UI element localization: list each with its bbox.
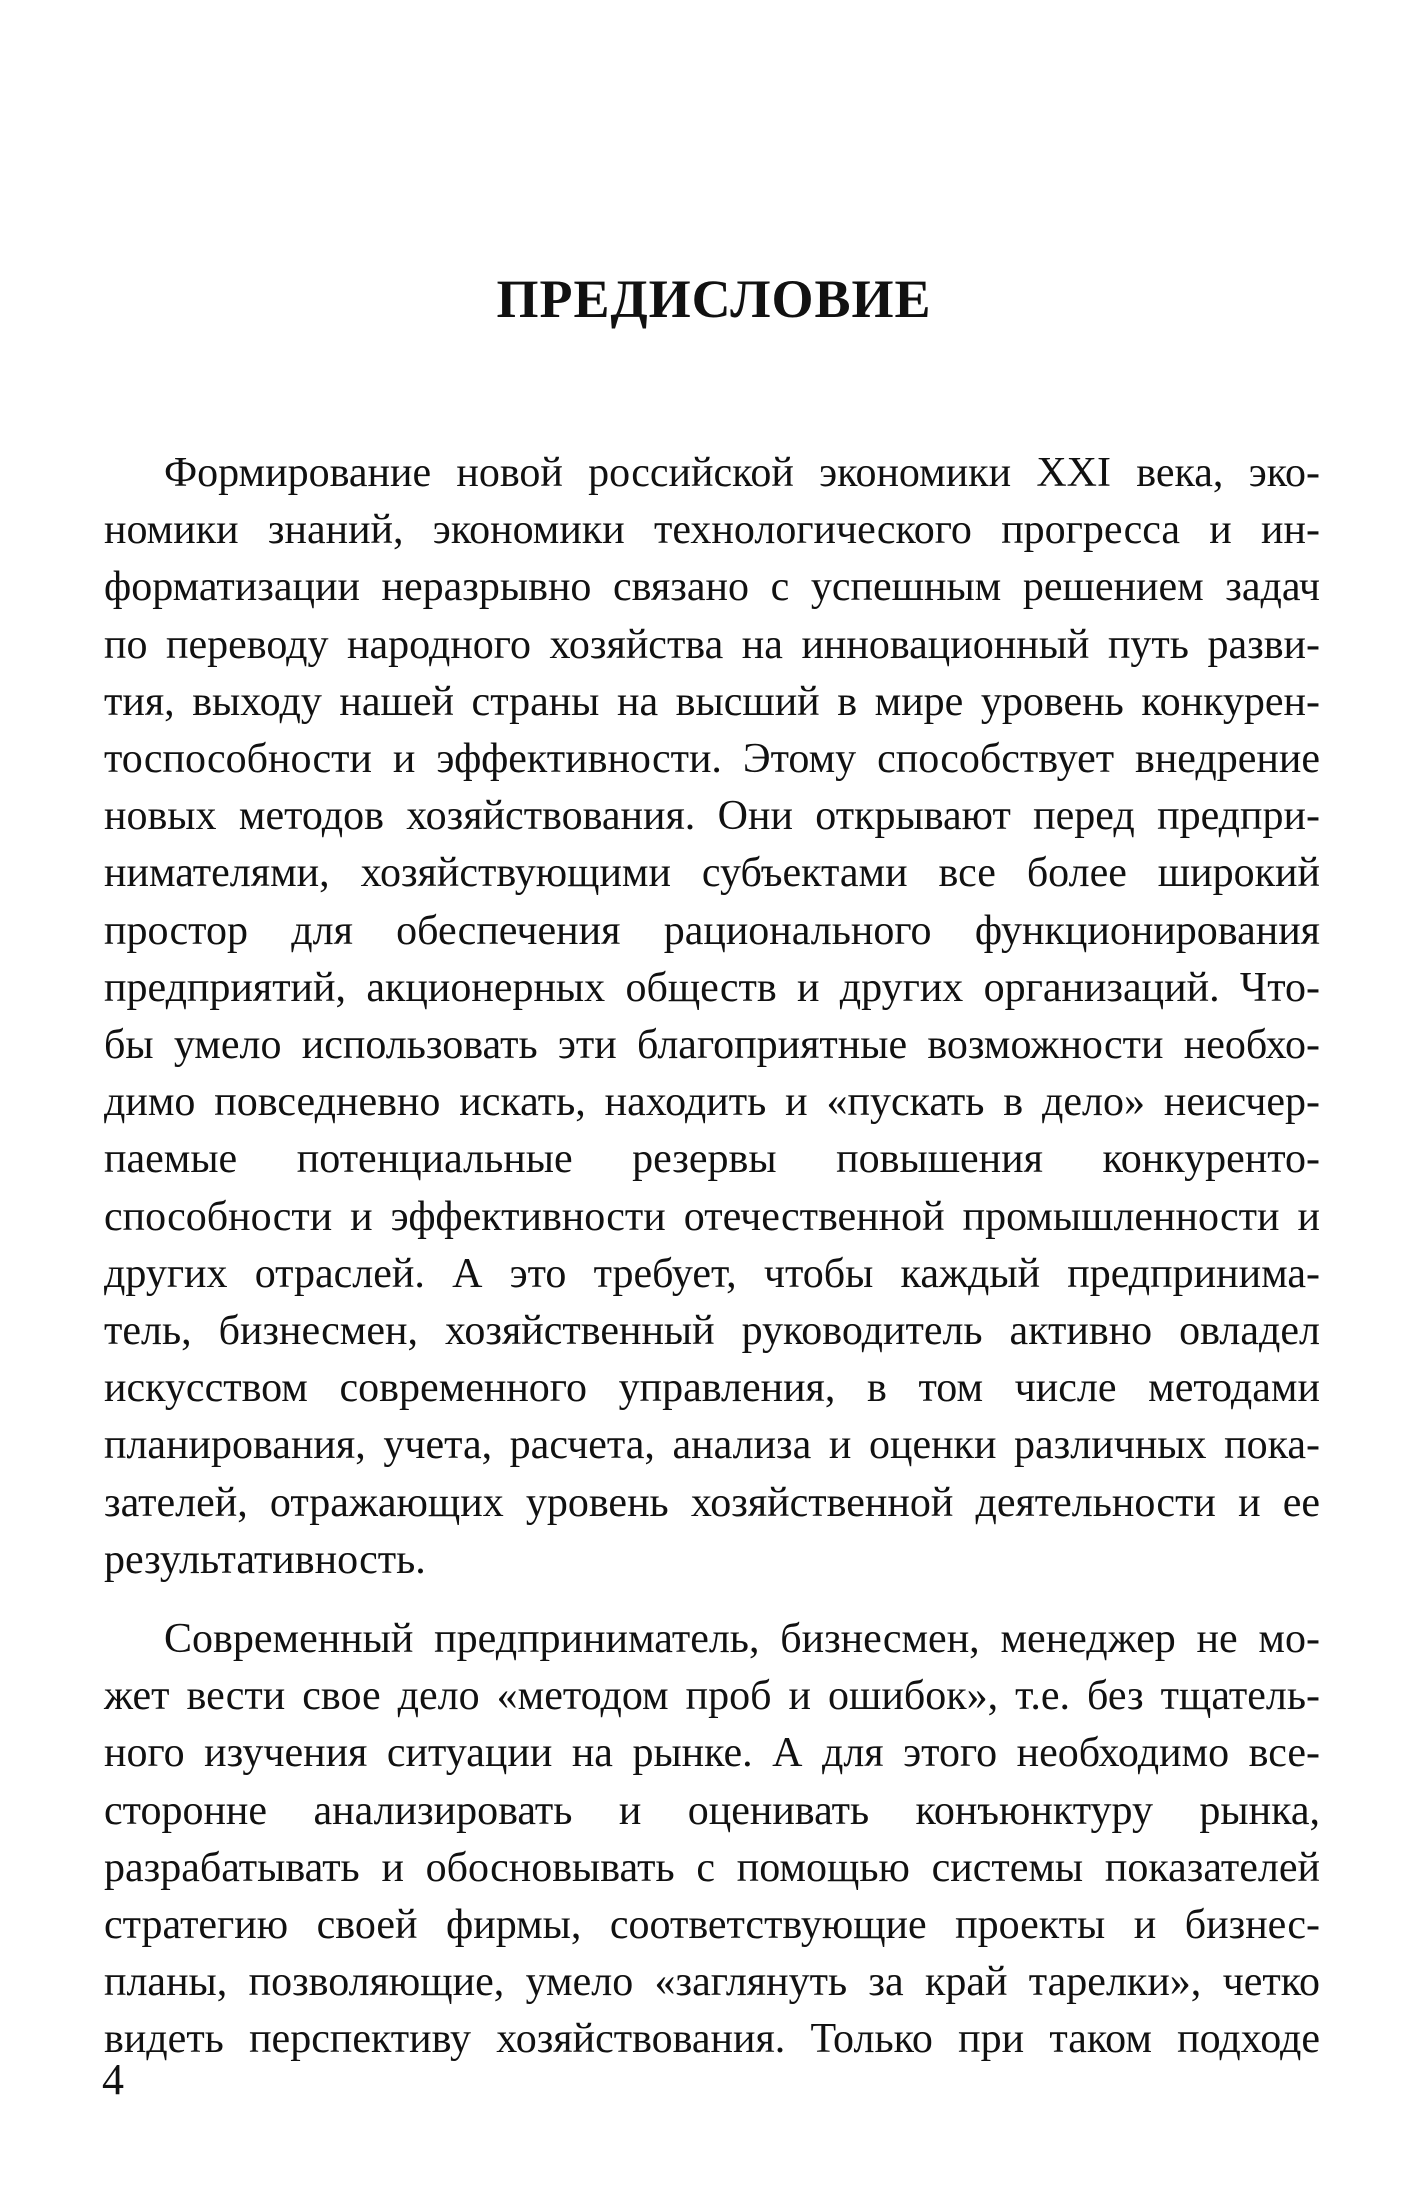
text-line: Современный предприниматель, бизнесмен, менеджер не мо-: [164, 1616, 1320, 1663]
text-line: паемые потенциальные резервы повышения конкуренто-: [104, 1136, 1320, 1183]
page-number: 4: [102, 2055, 124, 2104]
page-title: ПРЕДИСЛОВИЕ: [496, 269, 932, 329]
text-line: новых методов хозяйствования. Они открывают перед предпри-: [104, 793, 1320, 840]
text-line: тоспособности и эффективности. Этому способствует внедрение: [104, 736, 1320, 783]
text-line: сторонне анализировать и оценивать конъюнктуру рынка,: [104, 1787, 1320, 1834]
text-line: зателей, отражающих уровень хозяйственной деятельности и ее: [104, 1479, 1320, 1526]
text-line: способности и эффективности отечественной промышленности и: [104, 1193, 1320, 1240]
text-line: ного изучения ситуации на рынке. А для этого необходимо все-: [104, 1730, 1320, 1777]
paragraph-1: [104, 445, 1320, 1589]
text-line: форматизации неразрывно связано с успешным решением задач: [104, 564, 1320, 611]
text-line: димо повседневно искать, находить и «пускать в дело» неисчер-: [104, 1079, 1320, 1126]
text-line: разрабатывать и обосновывать с помощью системы показателей: [104, 1844, 1320, 1891]
text-line: жет вести свое дело «методом проб и ошибок», т.е. без тщатель-: [104, 1673, 1320, 1720]
text-line: предприятий, акционерных обществ и других организаций. Что-: [104, 964, 1320, 1011]
text-line: бы умело использовать эти благоприятные возможности необхо-: [104, 1022, 1320, 1069]
text-line: тель, бизнесмен, хозяйственный руководитель активно овладел: [104, 1308, 1320, 1355]
text-line: стратегию своей фирмы, соответствующие проекты и бизнес-: [104, 1902, 1320, 1949]
text-line: тия, выходу нашей страны на высший в мире уровень конкурен-: [104, 678, 1320, 725]
text-line: планирования, учета, расчета, анализа и оценки различных пока-: [104, 1422, 1320, 1469]
text-line: результативность.: [104, 1536, 426, 1583]
text-line: Формирование новой российской экономики XXI века, эко-: [164, 450, 1320, 496]
text-line: нимателями, хозяйствующими субъектами все более широкий: [104, 850, 1320, 897]
text-line: по переводу народного хозяйства на инновационный путь разви-: [104, 621, 1320, 668]
body-text: [104, 445, 1320, 2069]
text-line: номики знаний, экономики технологического прогресса и ин-: [104, 507, 1320, 554]
text-line: планы, позволяющие, умело «заглянуть за край тарелки», четко: [104, 1959, 1320, 2006]
text-line: искусством современного управления, в том числе методами: [104, 1365, 1320, 1412]
text-line: других отраслей. А это требует, чтобы каждый предпринима-: [104, 1250, 1320, 1297]
paragraph-2: [104, 1611, 1320, 2069]
text-line: простор для обеспечения рационального функционирования: [104, 907, 1320, 954]
text-line: видеть перспективу хозяйствования. Только при таком подходе: [104, 2016, 1320, 2063]
